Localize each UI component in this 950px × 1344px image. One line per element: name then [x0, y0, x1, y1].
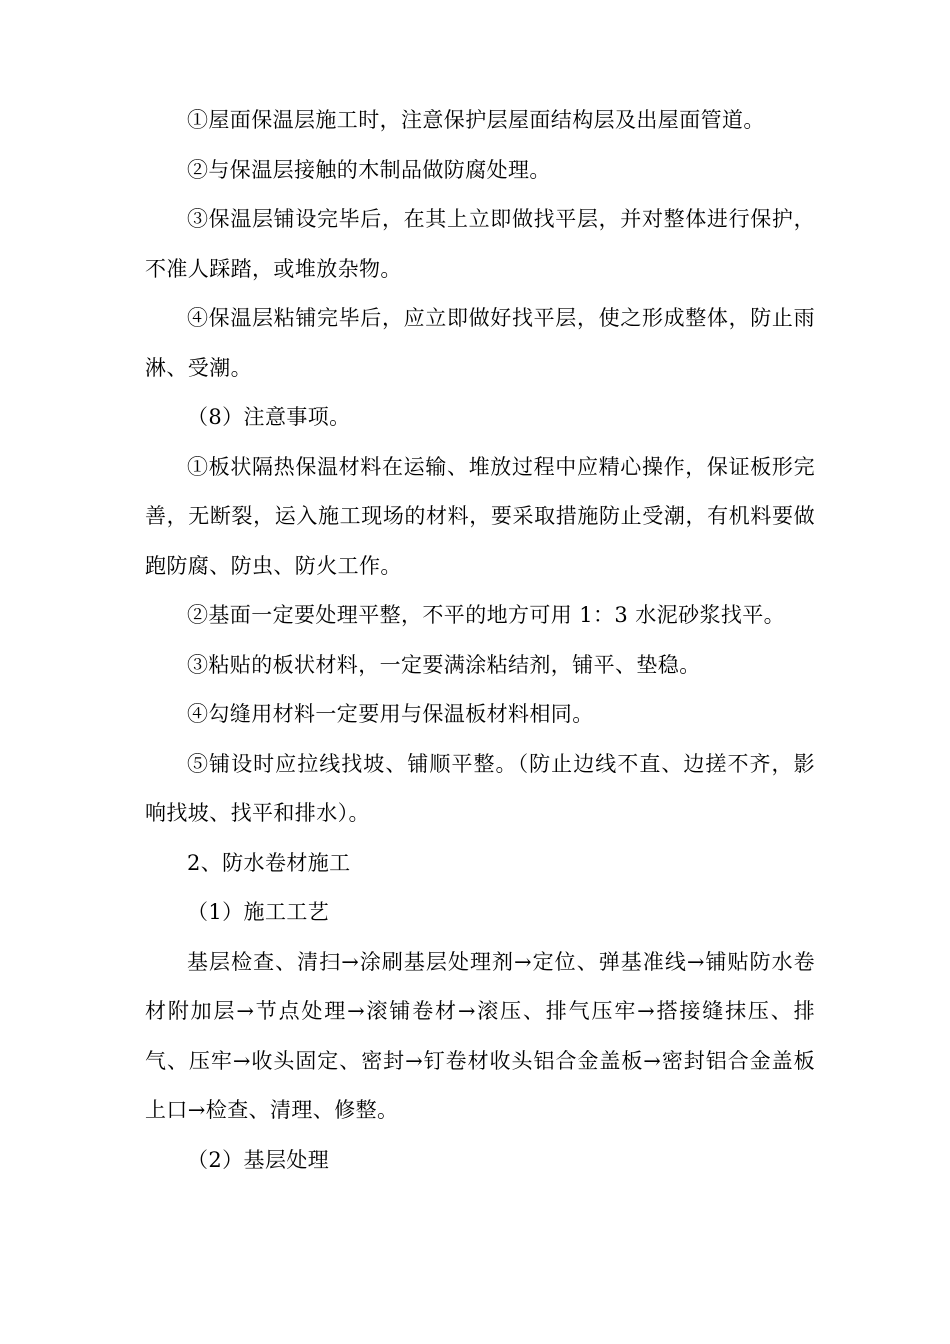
paragraph-material-handling: ①板状隔热保温材料在运输、堆放过程中应精心操作，保证板形完善，无断裂，运入施工现场的材料，要采取措施防止受潮，有机料要做跑防腐、防虫、防火工作。: [145, 454, 815, 578]
document-body: [145, 96, 815, 1185]
paragraph-process-flow: 基层检查、清扫→涂刷基层处理剂→定位、弹基准线→铺贴防水卷材附加层→节点处理→滚铺卷材→滚压、排气压牢→搭接缝抹压、排气、压牢→收头固定、密封→钉卷材收头铝合金盖板→密封铝合金盖板上口→检查、清理、修整。: [145, 949, 815, 1122]
paragraph-wood-anticorrosion: ②与保温层接触的木制品做防腐处理。: [187, 157, 551, 182]
paragraph-slope-laying: ⑤铺设时应拉线找坡、铺顺平整。（防止边线不直、边搓不齐，影响找坡、找平和排水）。: [145, 751, 815, 825]
paragraph-adhesive: ③粘贴的板状材料，一定要满涂粘结剂，铺平、垫稳。: [187, 652, 701, 677]
section-heading-waterproof: 2、防水卷材施工: [187, 850, 351, 875]
paragraph-rain-protection: ④保温层粘铺完毕后，应立即做好找平层，使之形成整体，防止雨淋、受潮。: [145, 306, 815, 380]
subsection-heading-process: （1）施工工艺: [187, 900, 330, 924]
paragraph-joint-material: ④勾缝用材料一定要用与保温板材料相同。: [187, 702, 594, 726]
subsection-heading-base-treatment: （2）基层处理: [187, 1147, 330, 1172]
paragraph-protection-note: ①屋面保温层施工时，注意保护层屋面结构层及出屋面管道。: [187, 108, 765, 132]
paragraph-leveling-layer: ③保温层铺设完毕后，在其上立即做找平层，并对整体进行保护，不准人踩踏，或堆放杂物。: [145, 207, 815, 281]
section-heading-precautions: （8）注意事项。: [187, 405, 351, 429]
paragraph-base-leveling: ②基面一定要处理平整，不平的地方可用 1：3 水泥砂浆找平。: [187, 603, 786, 627]
